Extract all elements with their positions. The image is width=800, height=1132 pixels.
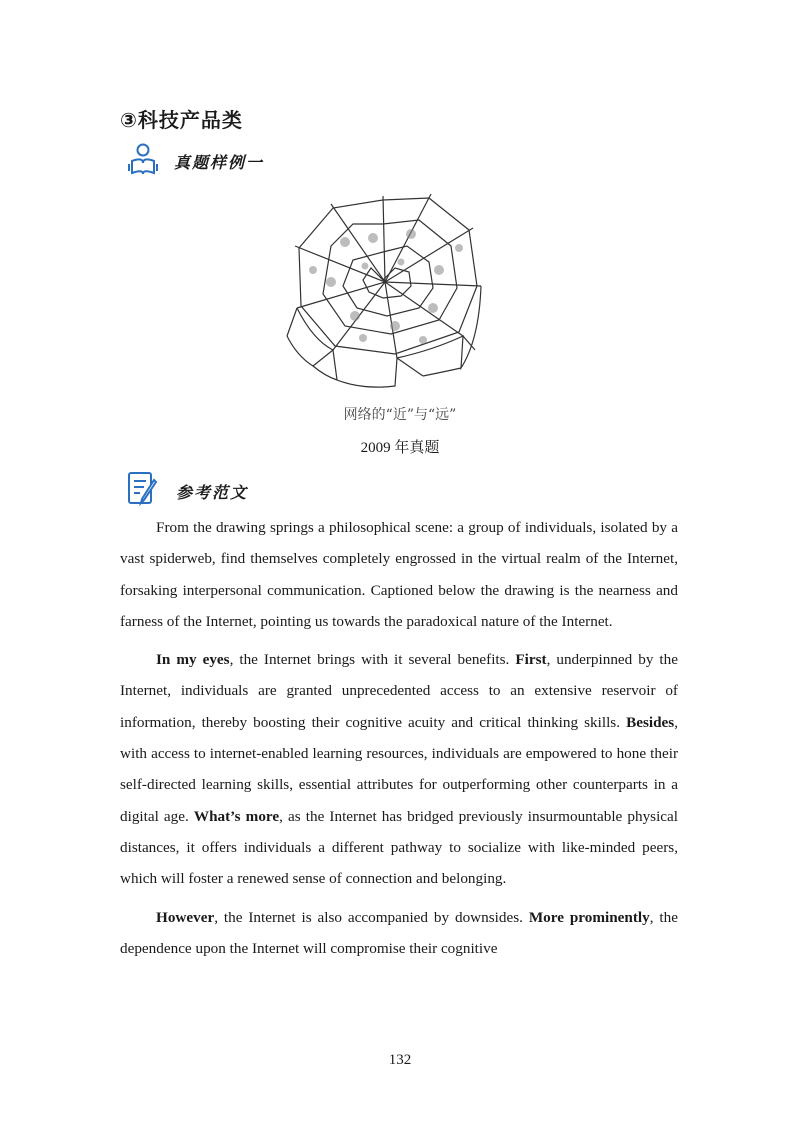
keyword: Besides [626,713,675,731]
keyword: What’s more [193,807,280,825]
reader-icon [126,142,160,181]
exam-year-label: 2009 年真题 [360,440,440,456]
keyword: More prominently [528,908,650,926]
figure-caption: 网络的“近”与“远” [343,407,457,423]
model-essay [120,512,678,971]
keyword: First [515,651,547,669]
reference-label: 参考范文 [176,483,249,502]
page-number: 132 [388,1052,412,1068]
essay-paragraph-2: In my eyes, the Internet brings with it several benefits. First, underpinned by the Internet, individuals are granted unprecedented access to an extensive reservoir of information, thereby boosting their cognitive acuity and critical thinking skills. Besides, with access to internet-enabled learning resources, individuals are empowered to hone their self-directed learning skills, essential attributes for outperforming other counterparts in a digital age. What’s more, as the Internet has bridged previously insurmountable physical distances, it offers individuals a different pathway to socialize with like-minded peers, which will foster a renewed sense of connection and belonging. [120,651,679,888]
document-pen-icon [126,470,160,513]
reference-heading [126,470,248,513]
sample-heading [126,142,264,181]
keyword: In my eyes [156,651,230,669]
essay-paragraph-1: From the drawing springs a philosophical scene: a group of individuals, isolated by a vast spiderweb, find themselves completely engrossed in the virtual realm of the Internet, forsaking interpersonal communication. Captioned below the drawing is the nearness and farness of the Internet, pointing us towards the paradoxical nature of the Internet. [120,519,678,630]
sample-label: 真题样例一 [174,153,265,172]
section-title: ③科技产品类 [120,108,243,132]
keyword: However [156,908,215,926]
spiderweb-illustration [283,190,483,400]
essay-paragraph-3: However, the Internet is also accompanied by downsides. More prominently, the dependence upon the Internet will compromise their cognitive [120,908,678,957]
